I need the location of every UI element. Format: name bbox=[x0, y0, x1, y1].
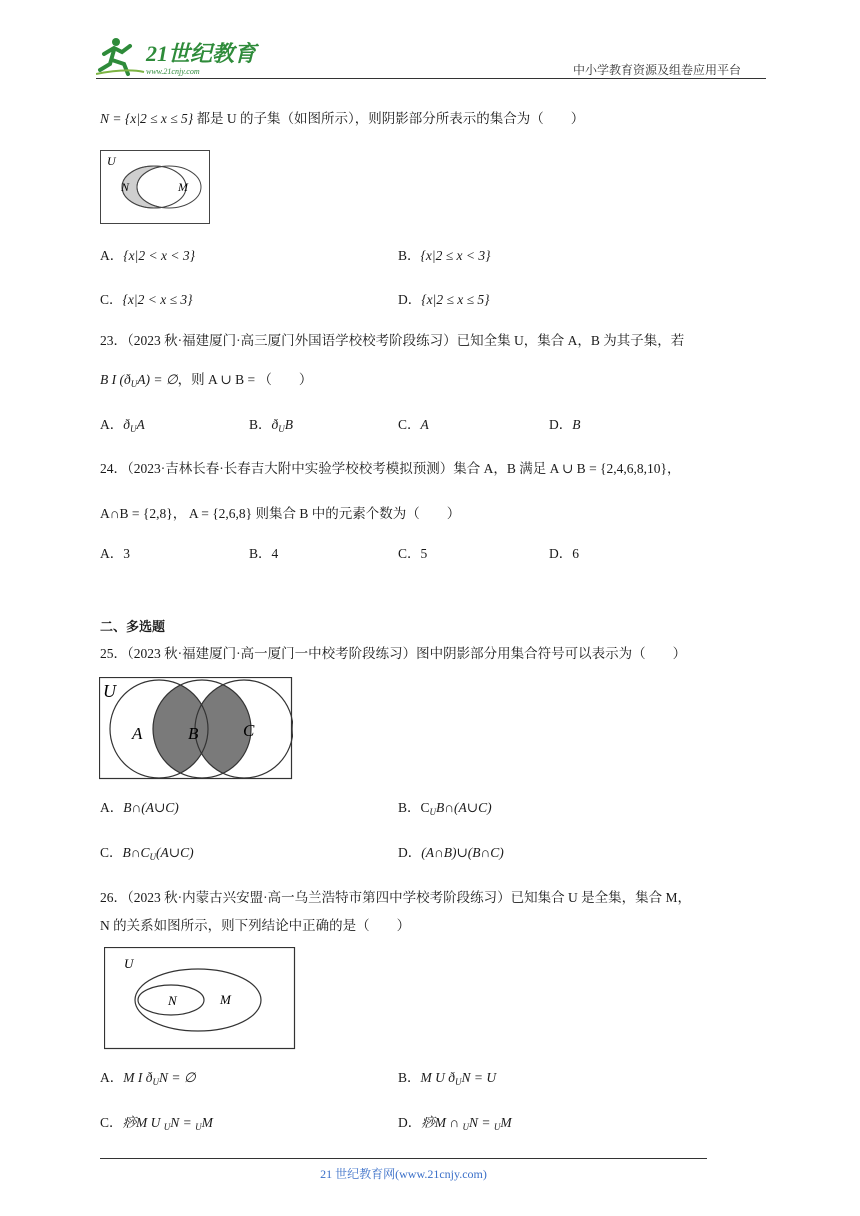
runner-logo-icon bbox=[96, 38, 144, 74]
venn-label-n: N bbox=[168, 993, 177, 1008]
q26-option-b[interactable]: B．M U $ð_UN = U$ bbox=[398, 1070, 497, 1087]
q25-option-d[interactable]: D．(A∩B)∪(B∩C) bbox=[398, 845, 504, 860]
q23-option-d[interactable]: D．B bbox=[549, 417, 581, 432]
section-heading: 二、多选题 bbox=[100, 620, 166, 635]
venn-label-c: C bbox=[243, 721, 255, 740]
logo-url: www.21cnjy.com bbox=[146, 67, 200, 76]
q26-venn-diagram bbox=[104, 947, 296, 1050]
q24-stem-line1: 24．（2023·吉林长春·长春吉大附中实验学校校考模拟预测）集合 A，B 满足 A ∪ B = {2,4,6,8,10}， bbox=[100, 461, 681, 476]
venn-label-u: U bbox=[124, 956, 134, 971]
venn-label-u: U bbox=[107, 154, 116, 168]
site-logo bbox=[96, 34, 266, 78]
q25-option-b[interactable]: B．$C_UB\cap(A\cup C)$ bbox=[398, 800, 492, 817]
logo-text: 21世纪教育 bbox=[146, 41, 257, 66]
q23-stem-line2: B I $(ð_UA)$ = ∅，则 A ∪ B = （ ） bbox=[100, 372, 313, 389]
q26-stem-line1: 26．（2023 秋·内蒙古兴安盟·高一乌兰浩特市第四中学校考阶段练习）已知集合 U 是全集，集合 M， bbox=[100, 890, 691, 905]
venn-label-m: M bbox=[220, 992, 231, 1007]
footer-divider bbox=[100, 1158, 707, 1159]
q24-option-c[interactable]: C．5 bbox=[398, 546, 428, 561]
q26-stem-line2: N 的关系如图所示，则下列结论中正确的是（ ） bbox=[100, 918, 411, 933]
q22-option-c[interactable]: C．{x|2 < x ≤ 3} bbox=[100, 292, 193, 307]
q23-stem-line1: 23．（2023 秋·福建厦门·高三厦门外国语学校校考阶段练习）已知全集 U，集合 A，B 为其子集，若 bbox=[100, 333, 685, 348]
q24-option-a[interactable]: A．3 bbox=[100, 546, 130, 561]
q24-option-b[interactable]: B．4 bbox=[249, 546, 279, 561]
q25-option-a[interactable]: A．B∩(A∪C) bbox=[100, 800, 179, 815]
footer-link[interactable]: 21 世纪教育网(www.21cnjy.com) bbox=[320, 1167, 487, 1181]
q25-venn-diagram bbox=[99, 677, 293, 780]
header-divider bbox=[96, 78, 766, 79]
q22-option-b[interactable]: B．{x|2 ≤ x < 3} bbox=[398, 248, 491, 263]
venn-label-u: U bbox=[103, 681, 116, 701]
q23-option-a[interactable]: A．$ð_UA$ bbox=[100, 417, 145, 434]
q22-option-a[interactable]: A．{x|2 < x < 3} bbox=[100, 248, 195, 263]
q24-stem-line2: A∩B = {2,8}， A = {2,6,8} 则集合 B 中的元素个数为（ ） bbox=[100, 506, 461, 521]
q26-option-c[interactable]: C．痧M U $_U$N = $_U$M bbox=[100, 1115, 213, 1132]
q22-option-d[interactable]: D．{x|2 ≤ x ≤ 5} bbox=[398, 292, 490, 307]
q26-option-a[interactable]: A．M I $ð_UN$ = ∅ bbox=[100, 1070, 196, 1087]
q23-option-b[interactable]: B．$ð_UB$ bbox=[249, 417, 294, 434]
q22-stem: N = {x|2 ≤ x ≤ 5} 都是 U 的子集（如图所示），则阴影部分所表示的集合为（ ） bbox=[100, 111, 585, 126]
q26-option-d[interactable]: D．痧M ∩ $_U$N = $_U$M bbox=[398, 1115, 512, 1132]
q25-option-c[interactable]: C．$B\cap C_U(A\cup C)$ bbox=[100, 845, 194, 862]
venn-label-b: B bbox=[188, 724, 199, 743]
platform-name: 中小学教育资源及组卷应用平台 bbox=[573, 63, 742, 77]
venn-label-m: M bbox=[178, 180, 188, 194]
q22-venn-diagram bbox=[100, 150, 211, 225]
venn-label-n: N bbox=[121, 180, 130, 194]
q23-option-c[interactable]: C．A bbox=[398, 417, 429, 432]
q25-stem: 25．（2023 秋·福建厦门·高一厦门一中校考阶段练习）图中阴影部分用集合符号可以表示为（ ） bbox=[100, 646, 687, 661]
q24-option-d[interactable]: D．6 bbox=[549, 546, 579, 561]
venn-label-a: A bbox=[132, 724, 143, 743]
